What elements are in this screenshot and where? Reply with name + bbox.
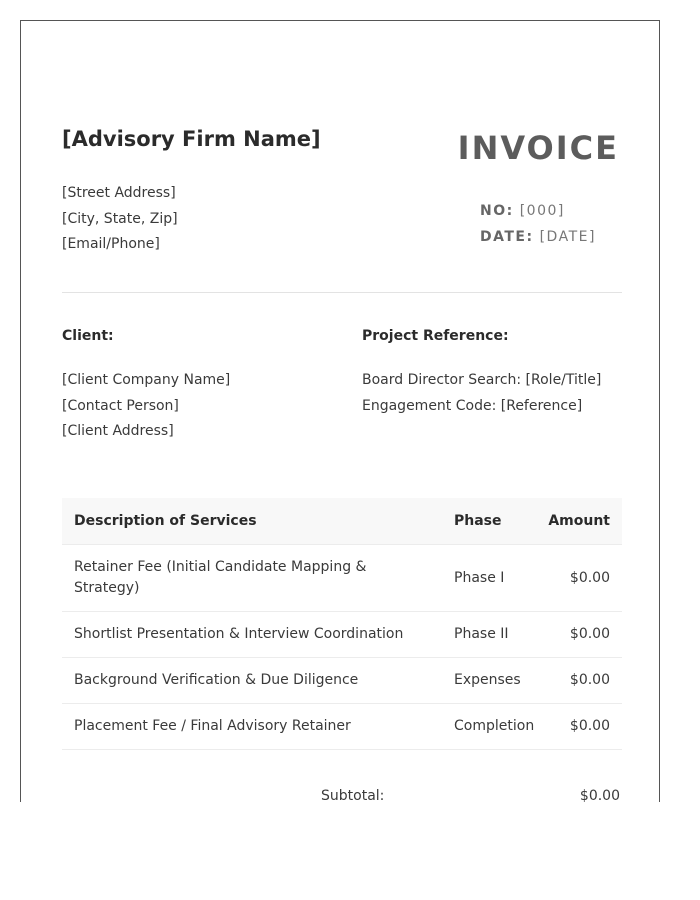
project-reference-block xyxy=(362,368,601,419)
header-phase: Phase xyxy=(430,498,536,545)
client-block xyxy=(62,368,230,445)
invoice-meta xyxy=(480,198,596,250)
row-amount: $0.00 xyxy=(536,545,622,612)
table-row xyxy=(62,704,622,750)
invoice-title: INVOICE xyxy=(457,129,619,167)
project-search: Board Director Search: [Role/Title] xyxy=(362,372,602,388)
row-description: Shortlist Presentation & Interview Coordination xyxy=(62,612,430,658)
invoice-page xyxy=(20,20,660,802)
client-company: [Client Company Name] xyxy=(62,372,231,388)
invoice-date-value: [DATE] xyxy=(539,229,596,245)
row-description: Retainer Fee (Initial Candidate Mapping & Strategy) xyxy=(62,545,430,612)
header-description: Description of Services xyxy=(62,498,430,545)
row-phase: Completion xyxy=(430,704,536,750)
row-description: Background Verification & Due Diligence xyxy=(62,658,430,704)
row-description: Placement Fee / Final Advisory Retainer xyxy=(62,704,430,750)
client-address: [Client Address] xyxy=(62,423,174,439)
invoice-number-line xyxy=(480,198,596,224)
sender-contact: [Email/Phone] xyxy=(62,236,160,252)
invoice-number-value: [000] xyxy=(519,203,565,219)
row-phase: Phase II xyxy=(430,612,536,658)
sender-address-block xyxy=(62,181,178,258)
subtotal-label: Subtotal: xyxy=(321,788,385,802)
project-reference-label: Project Reference: xyxy=(362,328,509,344)
row-amount: $0.00 xyxy=(536,658,622,704)
table-row xyxy=(62,658,622,704)
client-contact-person: [Contact Person] xyxy=(62,397,179,414)
invoice-number-label: NO: xyxy=(480,203,514,219)
invoice-date-line xyxy=(480,224,596,250)
invoice-date-label: DATE: xyxy=(480,229,534,245)
header-amount: Amount xyxy=(536,498,622,545)
table-header-row xyxy=(62,498,622,545)
sender-city: [City, State, Zip] xyxy=(62,210,178,227)
table-row xyxy=(62,545,622,612)
sender-street: [Street Address] xyxy=(62,185,176,201)
services-table xyxy=(62,498,622,750)
row-amount: $0.00 xyxy=(536,704,622,750)
project-engagement-code: Engagement Code: [Reference] xyxy=(362,397,583,414)
table-row xyxy=(62,612,622,658)
firm-name: [Advisory Firm Name] xyxy=(62,127,321,151)
row-phase: Phase I xyxy=(430,545,536,612)
header-divider xyxy=(62,292,622,293)
row-amount: $0.00 xyxy=(536,612,622,658)
client-label: Client: xyxy=(62,328,114,344)
row-phase: Expenses xyxy=(430,658,536,704)
subtotal-value: $0.00 xyxy=(579,788,620,802)
